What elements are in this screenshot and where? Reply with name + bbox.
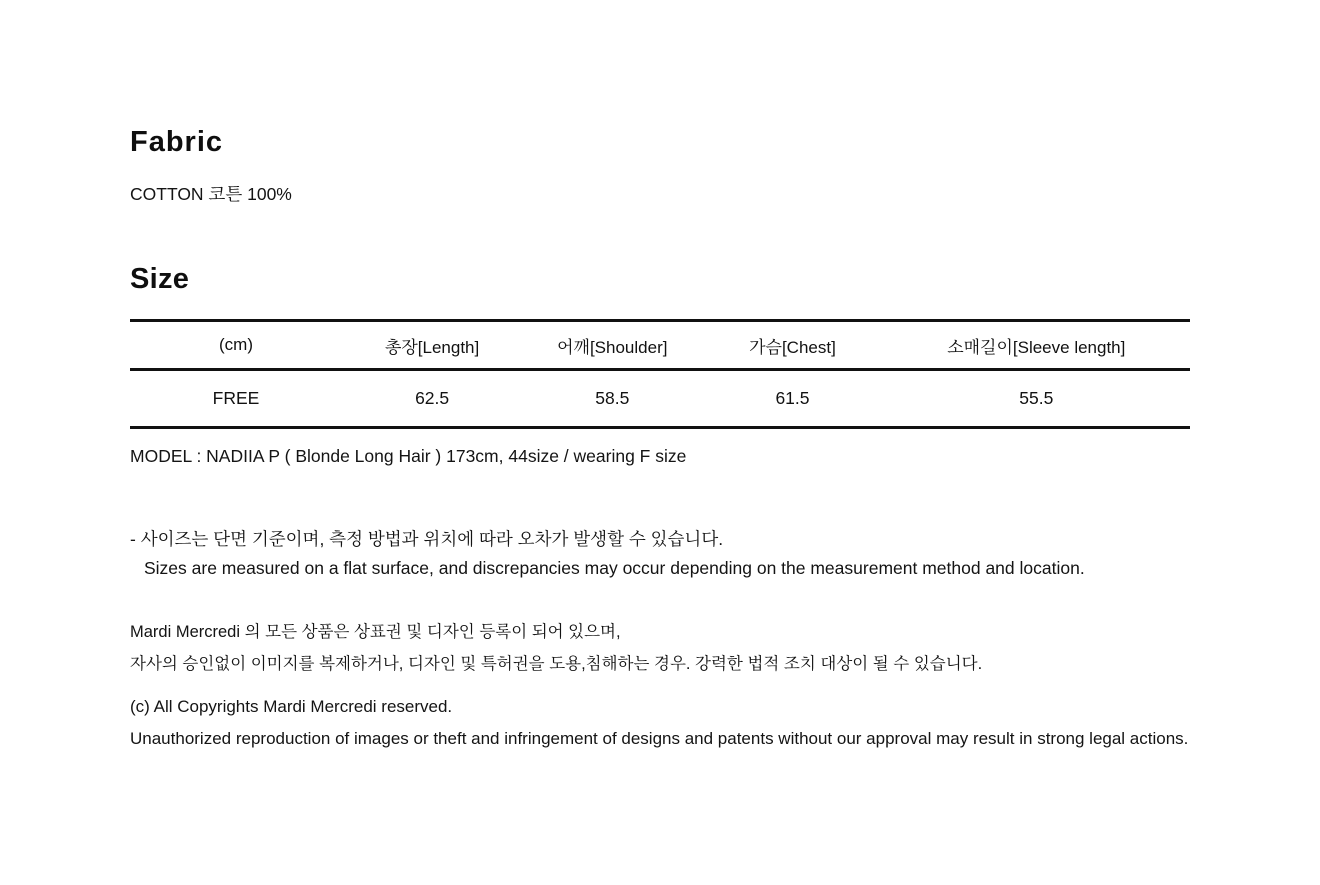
size-section-title: Size <box>130 263 190 295</box>
size-cell-size-name: FREE <box>212 388 260 408</box>
fabric-composition-text: COTTON 코튼 100% <box>130 184 292 204</box>
size-table-header-unit: (cm) <box>219 335 253 354</box>
fabric-section-title: Fabric <box>130 126 224 158</box>
size-note-korean: - 사이즈는 단면 기준이며, 측정 방법과 위치에 따라 오차가 발생할 수 있습니다. <box>130 529 724 549</box>
size-cell-chest: 61.5 <box>775 388 810 408</box>
size-table-header-sleeve: 소매길이[Sleeve length] <box>947 337 1126 357</box>
size-table-header-length: 총장[Length] <box>384 337 480 357</box>
size-cell-sleeve: 55.5 <box>1019 388 1054 408</box>
size-table-header-shoulder: 어깨[Shoulder] <box>557 337 668 357</box>
size-note-english: Sizes are measured on a flat surface, and discrepancies may occur depending on the measurement method and location. <box>144 558 1085 578</box>
size-cell-length: 62.5 <box>415 388 450 408</box>
size-cell-shoulder: 58.5 <box>595 388 630 408</box>
legal-notice-korean-line2: 자사의 승인없이 이미지를 복제하거나, 디자인 및 특허권을 도용,침해하는 경우. 강력한 법적 조치 대상이 될 수 있습니다. <box>130 655 983 673</box>
size-table-row-free <box>130 370 1190 428</box>
legal-notice-korean-line1: Mardi Mercredi 의 모든 상품은 상표권 및 디자인 등록이 되어 있으며, <box>130 623 621 641</box>
legal-warning-english-text: Unauthorized reproduction of images or theft and infringement of designs and patents without our approval may result in strong legal actions. <box>130 729 1189 748</box>
model-info-text: MODEL : NADIIA P ( Blonde Long Hair ) 173cm, 44size / wearing F size <box>130 446 687 466</box>
copyright-notice-text: (c) All Copyrights Mardi Mercredi reserved. <box>130 697 453 716</box>
size-table-header-chest: 가슴[Chest] <box>749 337 836 357</box>
size-table <box>130 319 1190 429</box>
size-table-header-row <box>130 321 1190 370</box>
